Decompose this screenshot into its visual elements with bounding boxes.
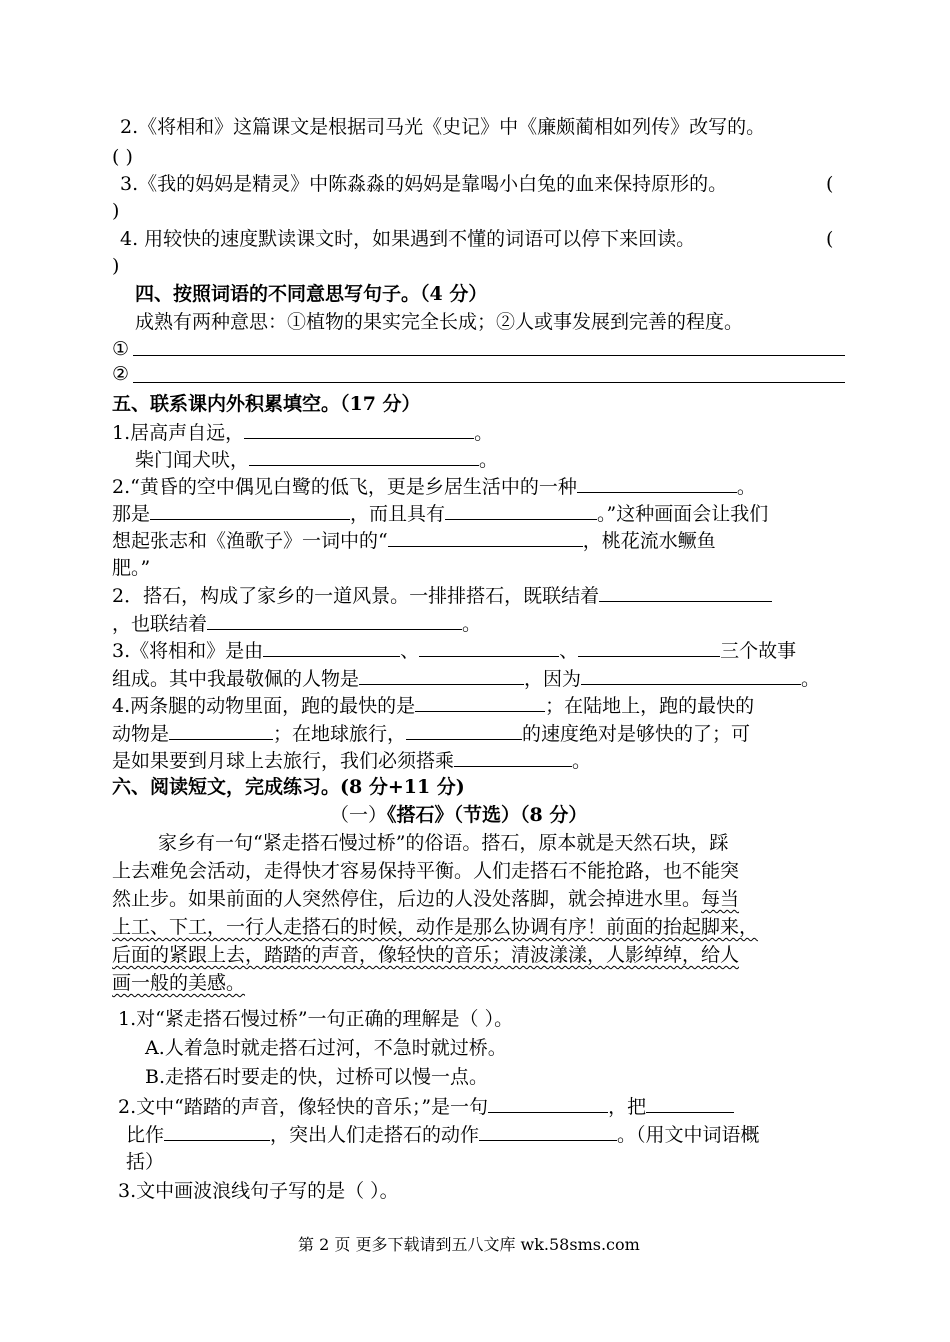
blank[interactable]	[419, 638, 559, 657]
section-6-heading: 六、阅读短文，完成练习。(8 分+11 分)	[112, 776, 465, 798]
blank[interactable]	[578, 638, 720, 657]
fill-item-5-line3	[112, 748, 591, 773]
passage-name: 《搭石》（节选）（8 分）	[387, 804, 588, 826]
question-text: 比作	[126, 1124, 165, 1146]
blank[interactable]	[454, 748, 572, 767]
blank[interactable]	[359, 666, 524, 685]
blank[interactable]	[479, 1122, 617, 1141]
sentence-marker-1: ①	[112, 338, 130, 360]
fill-item-5-text: 动物是	[112, 723, 170, 745]
fill-item-2-text: 。”这种画面会让我们	[597, 503, 769, 525]
reading-question-1: 1.对“紧走搭石慢过桥”一句正确的理解是（ ）。	[118, 1008, 514, 1030]
passage-line-2: 上去难免会活动，走得快才容易保持平衡。人们走搭石不能抢路，也不能突	[112, 860, 740, 882]
fill-item-2-text: 那是	[112, 503, 151, 525]
fill-item-3-line1	[112, 583, 772, 608]
blank[interactable]	[244, 420, 474, 439]
passage-line-4: 上工、下工，一行人走搭石的时候，动作是那么协调有序！前面的抬起脚来，	[112, 916, 759, 938]
fill-item-2-text: 2.“黄昏的空中偶见白鹭的低飞，更是乡居生活中的一种	[112, 476, 577, 498]
fill-item-1a-text: 1.居高声自远，	[112, 422, 245, 444]
fill-item-5-text: 的速度绝对是够快的了；可	[522, 723, 751, 745]
option-b: B.走搭石时要走的快，过桥可以慢一点。	[145, 1066, 489, 1088]
fill-item-4-line2	[112, 666, 820, 691]
blank[interactable]	[599, 583, 772, 602]
fill-item-1b-text: 柴门闻犬吠，	[135, 449, 250, 471]
fill-punct: 。	[572, 750, 592, 772]
fill-item-5-text: 4.两条腿的动物里面，跑的最快的是	[112, 695, 416, 717]
passage-line-6: 画一般的美感。	[112, 972, 246, 994]
section-4-instructions: 成熟有两种意思：①植物的果实完全长成；②人或事发展到完善的程度。	[135, 311, 744, 333]
fill-punct: 。	[736, 476, 756, 498]
fill-item-4-text: 三个故事	[720, 640, 797, 662]
answer-parenthesis-open: (	[826, 228, 834, 250]
fill-item-3-line2	[112, 611, 481, 636]
question-text: 2.文中“踏踏的声音，像轻快的音乐；”是一句	[118, 1096, 489, 1118]
reading-question-2-line2	[126, 1122, 760, 1147]
blank[interactable]	[164, 1122, 270, 1141]
judge-item-4: 4. 用较快的速度默读课文时，如果遇到不懂的词语可以停下来回读。	[120, 228, 696, 250]
blank[interactable]	[249, 447, 479, 466]
passage-text: 然止步。如果前面的人突然停住，后边的人没处落脚，就会掉进水里。	[112, 888, 702, 910]
fill-item-5-text: 是如果要到月球上去旅行，我们必须搭乘	[112, 750, 455, 772]
blank[interactable]	[577, 474, 737, 493]
blank[interactable]	[388, 528, 583, 547]
blank[interactable]	[406, 721, 522, 740]
judge-item-2: 2.《将相和》这篇课文是根据司马光《史记》中《廉颇蔺相如列传》改写的。	[120, 116, 766, 138]
judge-item-3: 3.《我的妈妈是精灵》中陈淼淼的妈妈是靠喝小白兔的血来保持原形的。	[120, 173, 728, 195]
reading-question-2-line3: 括）	[126, 1151, 165, 1173]
sentence-marker-2: ②	[112, 363, 130, 385]
passage-line-3	[112, 887, 739, 911]
blank[interactable]	[207, 611, 462, 630]
reading-question-2-line1	[118, 1094, 734, 1119]
fill-item-2-text: ，而且具有	[350, 503, 446, 525]
fill-punct: 。	[462, 613, 482, 635]
wavy-underlined-text: 每当	[701, 888, 740, 910]
section-4-heading: 四、按照词语的不同意思写句子。（4 分）	[135, 283, 488, 305]
fill-item-5-text: ；在陆地上，跑的最快的	[545, 695, 755, 717]
fill-punct: 。	[801, 668, 821, 690]
passage-line-1: 家乡有一句“紧走搭石慢过桥”的俗语。搭石，原本就是天然石块，踩	[158, 832, 729, 854]
blank[interactable]	[169, 721, 273, 740]
answer-parenthesis: ( )	[112, 146, 133, 168]
answer-parenthesis-open: (	[826, 173, 834, 195]
page-footer: 第 2 页 更多下载请到五八文库 wk.58sms.com	[298, 1235, 640, 1254]
blank[interactable]	[150, 501, 350, 520]
answer-parenthesis-close: )	[112, 200, 120, 222]
fill-item-2-line4: 肥。”	[112, 557, 151, 579]
passage-number: （一）	[330, 804, 388, 826]
fill-item-3-text: ，也联结着	[112, 613, 208, 635]
passage-title	[330, 803, 587, 827]
list-separator: 、	[400, 640, 420, 662]
fill-item-2-line1	[112, 474, 756, 499]
fill-item-4-text: 组成。其中我最敬佩的人物是	[112, 668, 360, 690]
blank[interactable]	[581, 666, 801, 685]
fill-item-4-text: 3.《将相和》是由	[112, 640, 264, 662]
fill-item-4-text: ，因为	[524, 668, 582, 690]
fill-item-2-line2	[112, 501, 768, 526]
fill-item-2-text: ，桃花流水鳜鱼	[582, 530, 716, 552]
option-a: A.人着急时就走搭石过河，不急时就过桥。	[145, 1037, 507, 1059]
fill-punct: 。	[479, 449, 499, 471]
fill-item-5-line1	[112, 693, 754, 718]
blank[interactable]	[415, 693, 545, 712]
fill-item-2-line3	[112, 528, 716, 553]
fill-item-4-line1	[112, 638, 796, 663]
question-text: ，突出人们走搭石的动作	[270, 1124, 480, 1146]
fill-punct: 。	[474, 422, 494, 444]
answer-parenthesis-close: )	[112, 255, 120, 277]
fill-item-3-text: 2．搭石，构成了家乡的一道风景。一排排搭石，既联结着	[112, 585, 600, 607]
blank[interactable]	[263, 638, 400, 657]
reading-question-3: 3.文中画波浪线句子写的是（ ）。	[118, 1180, 399, 1202]
question-text: ，把	[608, 1096, 647, 1118]
question-text: 。（用文中词语概	[617, 1124, 760, 1146]
section-5-heading: 五、联系课内外积累填空。（17 分）	[112, 393, 421, 415]
passage-line-5: 后面的紧跟上去，踏踏的声音，像轻快的音乐；清波漾漾，人影绰绰，给人	[112, 944, 740, 966]
blank[interactable]	[646, 1094, 734, 1113]
answer-line-2[interactable]	[133, 382, 845, 383]
fill-item-2-text: 想起张志和《渔歌子》一词中的“	[112, 530, 388, 552]
fill-item-5-text: ；在地球旅行，	[273, 723, 407, 745]
fill-item-1a	[112, 420, 493, 445]
list-separator: 、	[559, 640, 579, 662]
answer-line-1[interactable]	[133, 355, 845, 356]
fill-item-1b	[135, 447, 498, 472]
blank[interactable]	[445, 501, 597, 520]
fill-item-5-line2	[112, 721, 750, 746]
blank[interactable]	[488, 1094, 608, 1113]
